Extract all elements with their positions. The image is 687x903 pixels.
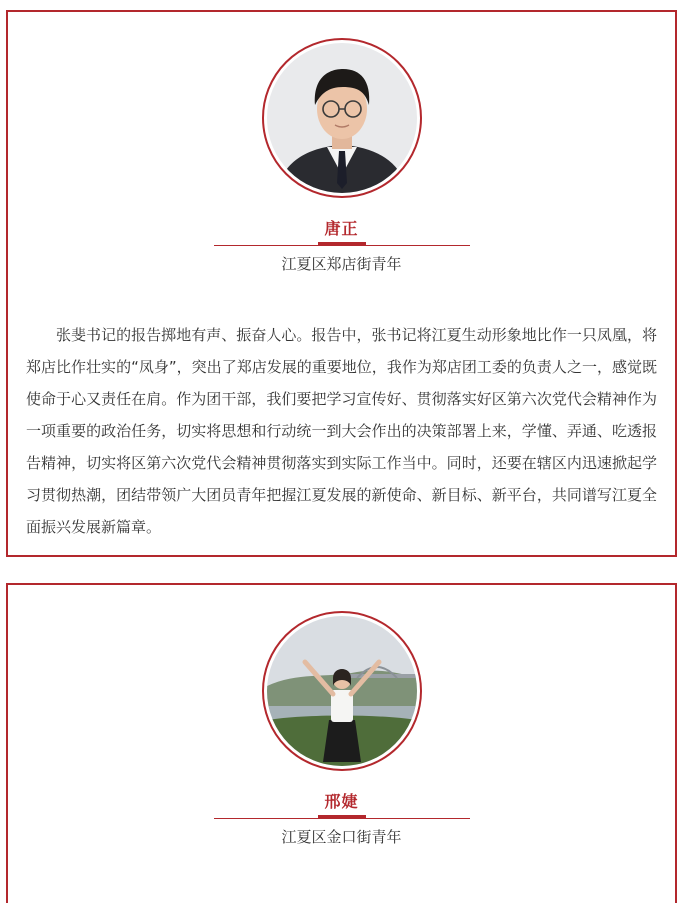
avatar <box>262 38 422 198</box>
statement-paragraph: 张斐书记的报告掷地有声、振奋人心。报告中，张书记将江夏生动形象地比作一只凤凰，将郑店比作壮实的“凤身”，突出了郑店发展的重要地位，我作为郑店团工委的负责人之一，感觉既使命于心又责任在肩。作为团干部，我们要把学习宣传好、贯彻落实好区第六次党代会精神作为一项重要的政治任务，切实将思想和行动统一到大会作出的决策部署上来，学懂、弄通、吃透报告精神，切实将区第六次党代会精神贯彻落实到实际工作当中。同时，还要在辖区内迅速掀起学习贯彻热潮，团结带领广大团员青年把握江夏发展的新使命、新目标、新平台，共同谱写江夏全面振兴发展新篇章。 <box>26 326 657 536</box>
person-name: 唐正 <box>324 219 359 238</box>
name-divider-accent <box>318 242 366 246</box>
portrait-photo-icon <box>267 43 417 193</box>
portrait-photo-icon <box>267 616 417 766</box>
name-divider-accent <box>318 815 366 819</box>
avatar <box>262 611 422 771</box>
person-organization: 江夏区郑店街青年 <box>281 255 402 273</box>
profile-card <box>6 10 677 557</box>
person-name: 邢婕 <box>324 792 359 811</box>
person-organization: 江夏区金口街青年 <box>281 828 402 846</box>
profile-card <box>6 583 677 903</box>
